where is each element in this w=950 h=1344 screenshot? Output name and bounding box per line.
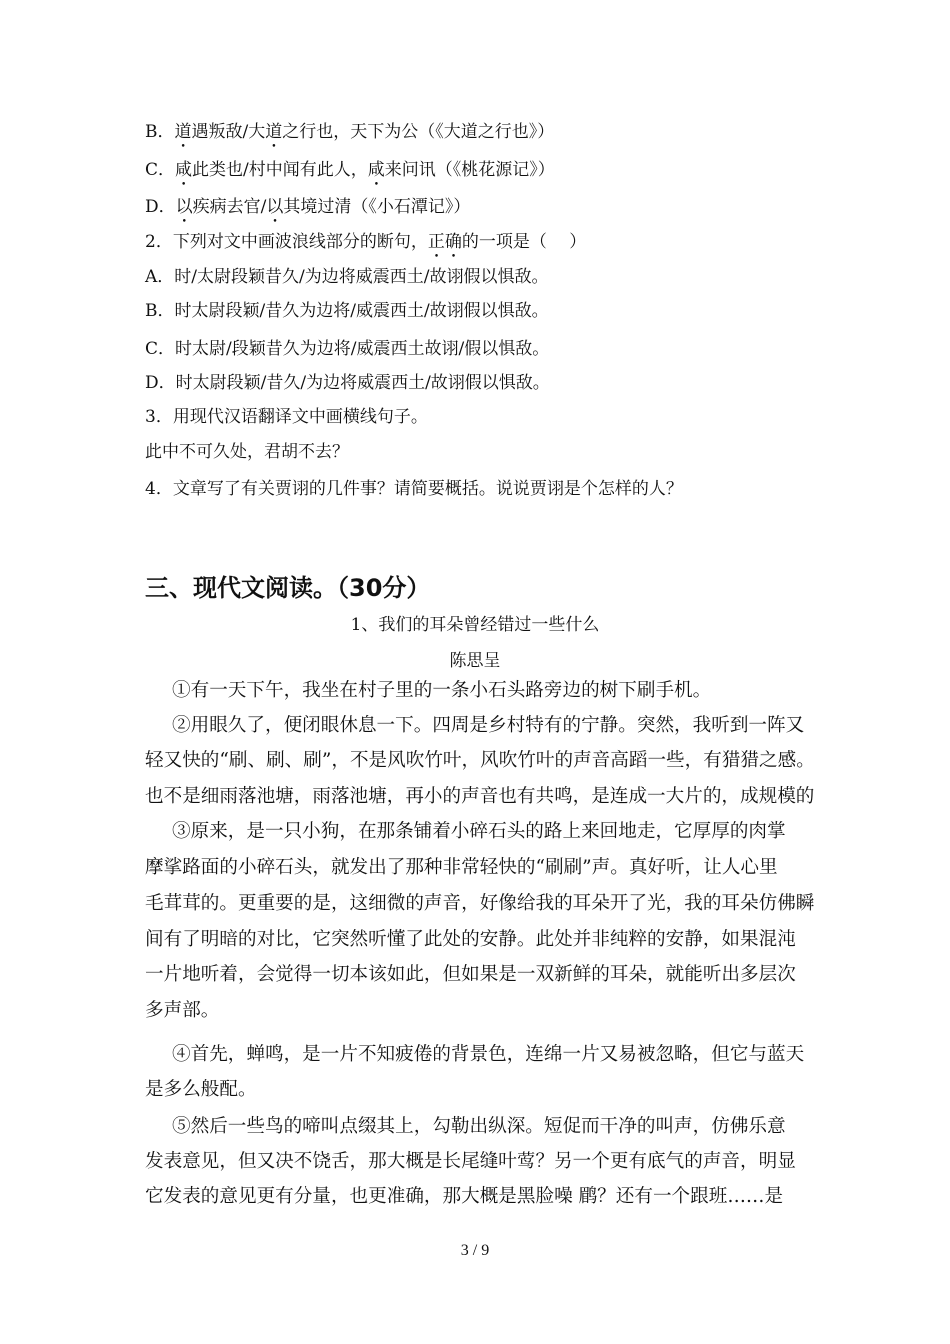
paragraph-line: 它发表的意见更有分量，也更准确，那大概是黑脸噪 鹛？还有一个跟班……是 (145, 1186, 784, 1207)
paragraph-line: 间有了明暗的对比，它突然听懂了此处的安静。此处并非纯粹的安静，如果混沌 (145, 929, 796, 950)
question-line (145, 300, 549, 322)
emphasized-text: 咸 (367, 160, 385, 180)
text-segment: 3．用现代汉语翻译文中画横线句子。 (145, 407, 428, 427)
article-title: 1、我们的耳朵曾经错过一些什么 (350, 615, 600, 635)
text-segment: 此中不可久处，君胡不去？ (145, 442, 349, 462)
text-segment: A．时/太尉段颖昔久/为边将威震西土/故诩假以惧敌。 (145, 267, 549, 287)
text-segment: D．时太尉段颖/昔久/为边将威震西土/故诩假以惧敌。 (145, 373, 550, 393)
question-line (145, 266, 548, 288)
emphasized-text: 以 (175, 197, 193, 217)
text-segment: B．时太尉段颖/昔久为边将/威震西土/故诩假以惧敌。 (145, 301, 549, 321)
question-line (145, 478, 683, 500)
text-segment: 此类也/村中闻有此人， (192, 160, 368, 180)
paragraph-line: 一片地听着，会觉得一切本该如此，但如果是一双新鲜的耳朵，就能听出多层次 (145, 964, 796, 985)
question-line (145, 159, 555, 190)
text-segment: D． (145, 197, 176, 217)
question-line (145, 231, 586, 262)
text-segment: 遇叛敌/大 (191, 122, 266, 142)
text-segment: B． (145, 122, 175, 142)
paragraph-line: 摩挲路面的小碎石头，就发出了那种非常轻快的“刷刷”声。真好听，让人心里 (145, 857, 778, 878)
text-segment: 2．下列对文中画波浪线部分的断句， (145, 232, 428, 252)
question-line (145, 338, 549, 360)
text-segment: 其境过清（《小石潭记》） (283, 197, 471, 217)
text-segment: 来问讯（《桃花源记》） (384, 160, 555, 180)
text-segment: 4．文章写了有关贾诩的几件事？请简要概括。说说贾诩是个怎样的人？ (145, 479, 683, 499)
question-line (145, 406, 428, 428)
text-segment: C． (145, 160, 176, 180)
paragraph-line: 轻又快的“刷、刷、刷”，不是风吹竹叶，风吹竹叶的声音高蹈一些，有猎猎之感。 (145, 750, 815, 771)
emphasized-text: 以 (266, 197, 284, 217)
paragraph-line: 多声部。 (145, 1000, 220, 1021)
paragraph-line: ③原来，是一只小狗，在那条铺着小碎石头的路上来回地走，它厚厚的肉掌 (172, 821, 786, 842)
question-line (145, 372, 550, 394)
emphasized-text: 咸 (175, 160, 193, 180)
paragraph-line: 发表意见，但又决不饶舌，那大概是长尾缝叶莺？另一个更有底气的声音，明显 (145, 1151, 796, 1172)
page-number: 3 / 9 (460, 1242, 490, 1259)
question-line (145, 121, 554, 152)
question-line (145, 441, 349, 463)
paragraph-line: ②用眼久了，便闭眼休息一下。四周是乡村特有的宁静。突然，我听到一阵又 (172, 715, 805, 736)
text-segment: 之行也，天下为公（《大道之行也》） (282, 122, 555, 142)
paragraph-line: 是多么般配。 (145, 1079, 257, 1100)
text-segment: 的一项是（ ） (461, 232, 587, 252)
text-segment: C．时太尉/段颖昔久为边将/威震西土故诩/假以惧敌。 (145, 339, 550, 359)
section-heading: 三、现代文阅读。（30分） (145, 574, 431, 602)
emphasized-text: 道 (174, 122, 192, 142)
paragraph-line: ④首先，蝉鸣，是一片不知疲倦的背景色，连绵一片又易被忽略，但它与蓝天 (172, 1044, 805, 1065)
question-line (145, 196, 470, 227)
paragraph-line: ⑤然后一些鸟的啼叫点缀其上，勾勒出纵深。短促而干净的叫声，仿佛乐意 (172, 1116, 786, 1137)
text-segment: 疾病去官/ (192, 197, 267, 217)
paragraph-line: 毛茸茸的。更重要的是，这细微的声音，好像给我的耳朵开了光，我的耳朵仿佛瞬 (145, 893, 815, 914)
emphasized-text: 正确 (427, 232, 462, 252)
paragraph-line: ①有一天下午，我坐在村子里的一条小石头路旁边的树下刷手机。 (172, 680, 712, 701)
article-author: 陈思呈 (449, 651, 501, 671)
emphasized-text: 道 (265, 122, 283, 142)
paragraph-line: 也不是细雨落池塘，雨落池塘，再小的声音也有共鸣，是连成一大片的，成规模的 (145, 786, 815, 807)
